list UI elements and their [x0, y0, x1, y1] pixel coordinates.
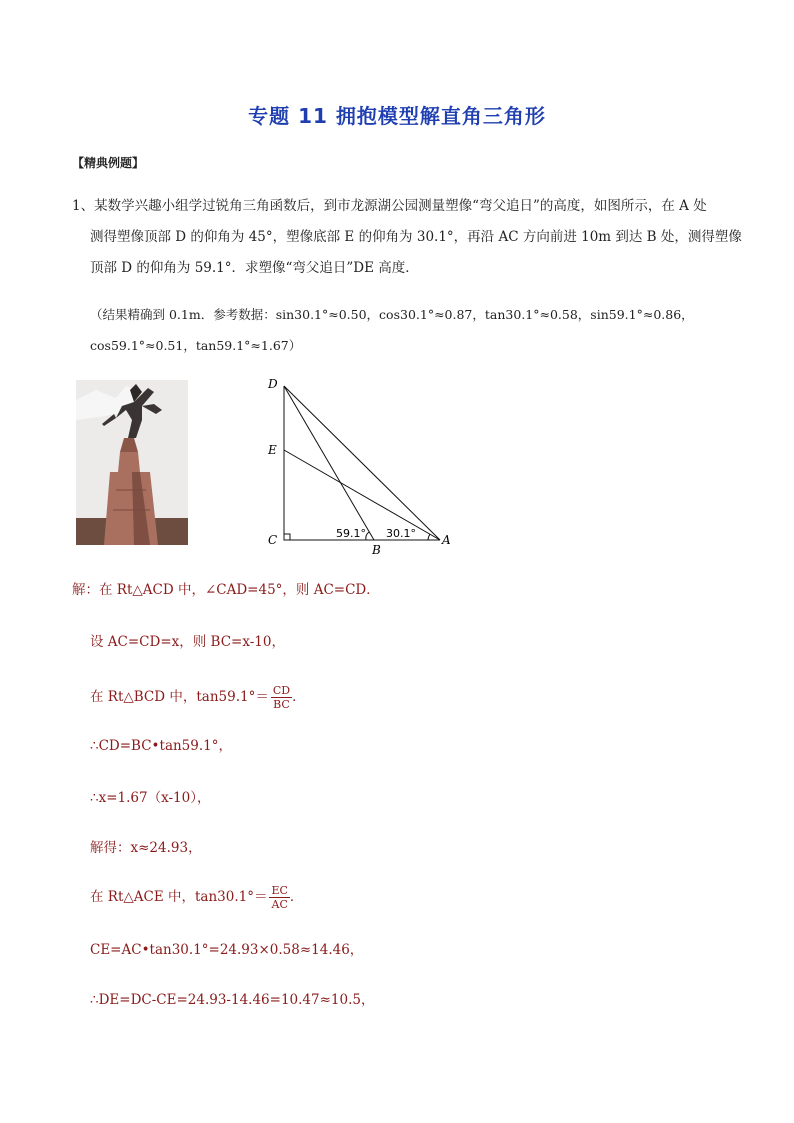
fraction-cd-bc: $\frac{CD}{BC}$: [272, 684, 291, 711]
label-b: B: [372, 543, 381, 557]
solution-line-4: ∴CD=BC•tan59.1°，: [90, 738, 232, 754]
geometry-diagram: [264, 374, 464, 560]
angle-label-b: 59.1°: [336, 527, 366, 540]
solution-line-5: ∴x=1.67（x-10），: [90, 790, 211, 806]
page-title: 专题 11 拥抱模型解直角三角形: [248, 104, 546, 128]
label-c: C: [268, 533, 278, 547]
solution-line-9: ∴DE=DC-CE=24.93-14.46=10.47≈10.5，: [90, 992, 375, 1008]
angle-arc-b: [366, 532, 369, 540]
solution-line-1: 解：在 Rt△ACD 中，∠CAD=45°，则 AC=CD．: [72, 582, 380, 598]
problem-line-1: 1、某数学兴趣小组学过锐角三角函数后，到市龙源湖公园测量塑像“弯父追日”的高度，如图所示，在 A 处: [72, 198, 707, 214]
label-a: A: [442, 533, 451, 547]
angle-arc-a: [428, 534, 430, 540]
problem-line-2: 测得塑像顶部 D 的仰角为 45°，塑像底部 E 的仰角为 30.1°，再沿 AC 方向前进 10m 到达 B 处，测得塑像: [90, 229, 742, 245]
section-heading: 【精典例题】: [72, 156, 145, 170]
problem-line-3: 顶部 D 的仰角为 59.1°．求塑像“弯父追日”DE 高度．: [90, 260, 419, 276]
solution-line-7-text: 在 Rt△ACE 中，tan30.1°＝: [90, 889, 268, 905]
problem-note-2: cos59.1°≈0.51，tan59.1°≈1.67）: [90, 338, 302, 353]
statue-photo: [76, 380, 188, 545]
line-db: [284, 386, 374, 540]
fraction-ec-ac: $\frac{EC}{AC}$: [271, 884, 288, 911]
solution-line-6: 解得：x≈24.93，: [90, 840, 202, 856]
problem-note-1: （结果精确到 0.1m．参考数据：sin30.1°≈0.50，cos30.1°≈0.87，tan30.1°≈0.58，sin59.1°≈0.86，: [90, 307, 694, 322]
solution-line-3: 在 Rt△BCD 中，tan59.1°＝ $\frac{CD}{BC}$ ．: [90, 684, 306, 711]
solution-line-2: 设 AC=CD=x，则 BC=x-10，: [90, 634, 285, 650]
solution-line-7: 在 Rt△ACE 中，tan30.1°＝ $\frac{EC}{AC}$ ．: [90, 884, 304, 911]
solution-line-8: CE=AC•tan30.1°=24.93×0.58≈14.46，: [90, 942, 364, 958]
angle-label-a: 30.1°: [386, 527, 416, 540]
label-e: E: [268, 443, 277, 457]
solution-line-3-text: 在 Rt△BCD 中，tan59.1°＝: [90, 689, 269, 705]
right-angle-mark: [284, 534, 290, 540]
label-d: D: [268, 377, 278, 391]
